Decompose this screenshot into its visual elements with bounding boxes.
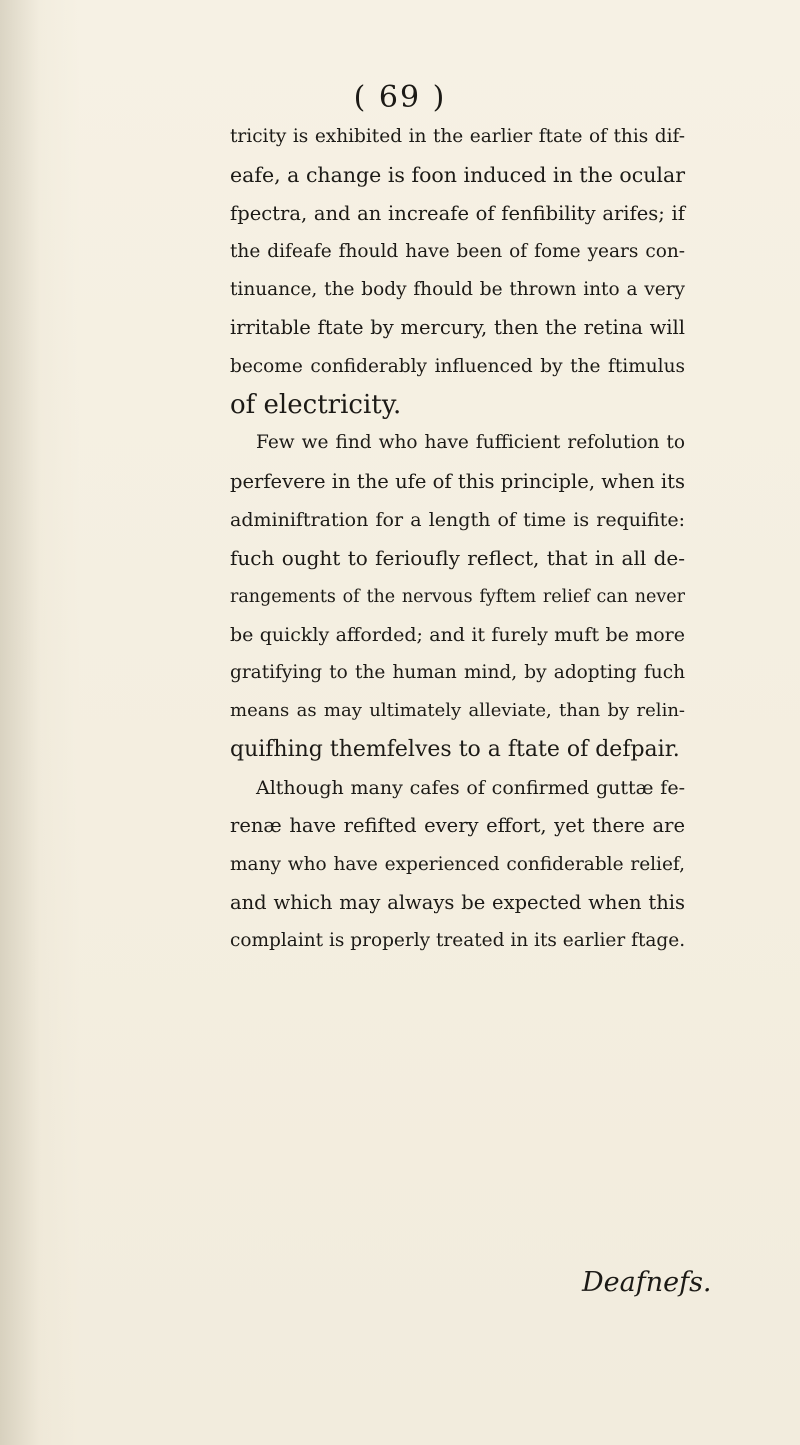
text-line: and which may always be expected when this <box>230 890 685 914</box>
text-line: irritable ftate by mercury, then the retina will <box>230 316 685 340</box>
text-line: Although many cafes of confirmed guttæ fe- <box>256 777 685 800</box>
text-line: many who have experienced confiderable relief, <box>230 853 685 875</box>
body-text <box>230 118 685 961</box>
text-line: means as may ultimately alleviate, than by relin- <box>230 700 685 722</box>
text-line: rangements of the nervous fyftem relief can never <box>230 586 685 607</box>
text-line: of electricity. <box>230 390 402 421</box>
text-line: tinuance, the body fhould be thrown into a very <box>230 279 685 301</box>
text-line: become confiderably influenced by the ftimulus <box>230 355 685 377</box>
text-line: quifhing themfelves to a ftate of defpair. <box>230 736 680 762</box>
text-line: the difeafe fhould have been of fome years con- <box>230 240 685 262</box>
text-line: be quickly afforded; and it furely muft be more <box>230 623 685 646</box>
text-line: perfevere in the ufe of this principle, when its <box>230 469 685 493</box>
text-line: complaint is properly treated in its earlier ftage. <box>230 930 686 952</box>
catchword: Deafnefs. <box>582 1267 712 1298</box>
text-line: adminiftration for a length of time is requifite: <box>230 508 685 531</box>
text-line: fpectra, and an increafe of fenfibility arifes; if <box>230 201 685 225</box>
text-line: renæ have refifted every effort, yet there are <box>230 814 685 838</box>
text-line: fuch ought to ferioufly reflect, that in all de- <box>230 546 685 571</box>
page-number: ( 69 ) <box>353 80 447 115</box>
text-line: gratifying to the human mind, by adopting fuch <box>230 662 685 684</box>
text-line: eafe, a change is foon induced in the ocular <box>230 163 685 188</box>
text-line: Few we find who have fufficient refolution to <box>256 432 685 454</box>
text-line: tricity is exhibited in the earlier ftate of this dif- <box>230 126 685 147</box>
